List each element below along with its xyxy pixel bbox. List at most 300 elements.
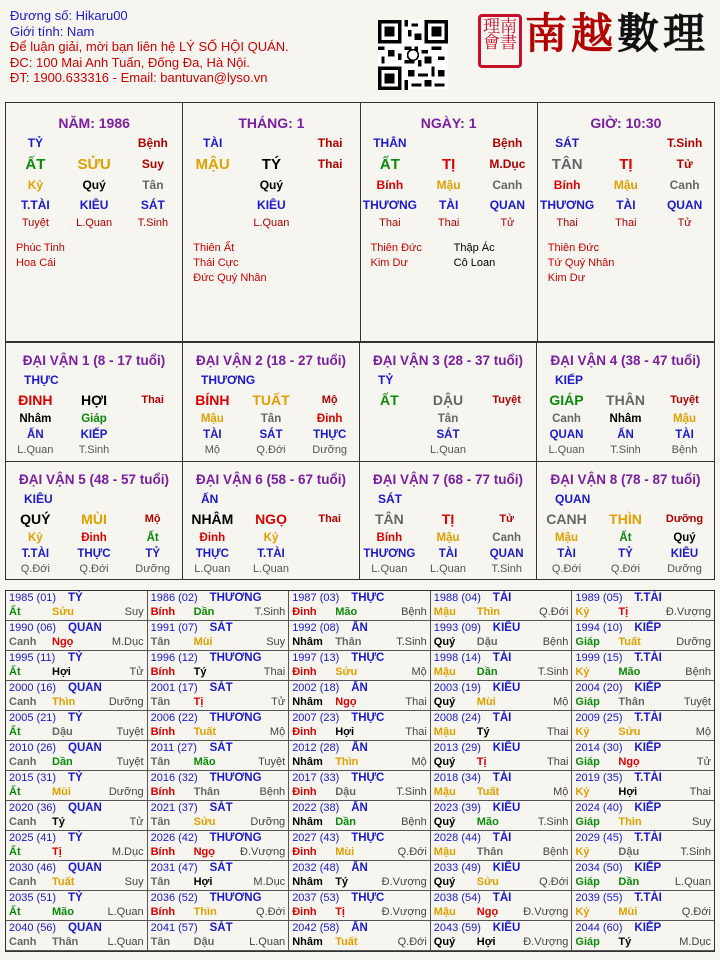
year-label: 1992 (08): [292, 622, 340, 634]
pillar-hidden-row: [183, 175, 359, 195]
year-branch: Dậu: [476, 636, 498, 648]
dai-van-hidden-stem: Ất: [619, 531, 632, 544]
year-branch: Dậu: [193, 936, 215, 948]
year-god: KIẾP: [634, 922, 662, 934]
year-label: 1991 (07): [150, 622, 198, 634]
dai-van-title: ĐẠI VẬN 4 (38 - 47 tuổi): [550, 353, 701, 368]
dai-van-stem: NHÂM: [191, 510, 234, 527]
year-stem: Quý: [433, 636, 456, 648]
year-cell: [6, 921, 148, 951]
dai-van-stem-row: [183, 508, 359, 530]
brand-left: 南越: [525, 9, 618, 58]
year-cell: [431, 741, 573, 771]
year-stage: Dưỡng: [676, 636, 711, 648]
year-stem: Kỷ: [575, 846, 590, 858]
yearly-table: [5, 590, 715, 952]
year-stage: Bệnh: [401, 816, 427, 828]
dai-van-hidden-stage: L.Quan: [194, 562, 231, 575]
dai-van-stages: [360, 443, 536, 457]
year-label: 2004 (20): [575, 682, 623, 694]
hidden-god: SÁT: [140, 198, 165, 212]
year-cell: [148, 771, 290, 801]
dai-van-gods: [183, 427, 359, 443]
year-stem: Giáp: [575, 876, 600, 888]
year-branch: Thìn: [618, 816, 642, 828]
year-branch: Ngọ: [476, 906, 499, 918]
year-label: 2011 (27): [150, 742, 197, 754]
year-label: 2012 (28): [292, 742, 340, 754]
year-cell: [6, 861, 148, 891]
contact-note: Để luận giải, mời bạn liên hệ LÝ SỐ HỘI QUÁN.: [10, 39, 289, 54]
year-branch: Mão: [335, 606, 358, 618]
year-branch: Thân: [193, 786, 220, 798]
year-god: SÁT: [209, 682, 233, 694]
year-stem: Nhâm: [292, 756, 323, 768]
year-branch: Hợi: [335, 726, 355, 738]
year-stage: Tử: [129, 816, 144, 828]
year-stem: Ất: [9, 726, 21, 738]
dai-van-hidden: [360, 411, 536, 427]
year-label: 2000 (16): [9, 682, 57, 694]
dai-van-hidden-stage: T.Sinh: [491, 562, 522, 575]
pillar-title: GIỜ: 10:30: [590, 115, 662, 131]
year-god: KIÊU: [492, 862, 521, 874]
year-stage: Q.Đới: [539, 876, 569, 888]
year-cell: [431, 891, 573, 921]
year-stem: Giáp: [575, 936, 600, 948]
hidden-stem: Bính: [553, 178, 581, 192]
owner-name: Đương số: Hikaru00: [10, 8, 128, 23]
year-cell: [148, 921, 290, 951]
year-branch: Tý: [335, 876, 349, 888]
year-stage: M.Dục: [253, 876, 286, 888]
year-stage: Q.Đới: [681, 906, 711, 918]
year-cell: [572, 891, 714, 921]
year-stem: Canh: [9, 816, 37, 828]
year-branch: Thìn: [193, 906, 217, 918]
year-stage: Thai: [405, 726, 427, 738]
year-stem: Quý: [433, 756, 456, 768]
year-cell: [6, 711, 148, 741]
year-label: 1997 (13): [292, 652, 340, 664]
pillar-extra: T.Sinh: [666, 136, 703, 150]
year-god: T.TÀI: [634, 652, 662, 664]
dai-van-god: KIẾP: [555, 373, 584, 387]
hidden-god: THƯƠNG: [540, 198, 595, 212]
hidden-stem: Canh: [492, 178, 523, 192]
dai-van-hidden-god: QUAN: [549, 429, 584, 441]
year-stem: Quý: [433, 816, 456, 828]
year-god: THỰC: [351, 832, 385, 844]
year-god: KIẾP: [634, 742, 662, 754]
dai-van-hidden-stem: Tân: [437, 413, 459, 425]
year-label: 2044 (60): [575, 922, 623, 934]
year-stem: Nhâm: [292, 936, 323, 948]
year-god: TÀI: [492, 652, 512, 664]
dai-van-god: SÁT: [378, 491, 402, 506]
year-branch: Tị: [193, 696, 204, 708]
dai-van-stem: GIÁP: [549, 392, 584, 408]
year-label: 1989 (05): [575, 592, 623, 604]
dai-van-hidden-stage: Q.Đới: [20, 562, 50, 575]
pillar-stem-row: [183, 153, 359, 175]
dai-van-stem: CANH: [546, 510, 587, 527]
four-pillars-table: [5, 102, 715, 342]
dai-van-hidden: [537, 530, 714, 546]
year-stage: T.Sinh: [537, 666, 569, 678]
year-god: TỶ: [68, 772, 83, 784]
dai-van-hidden-god: T.TÀI: [257, 547, 285, 560]
year-label: 1987 (03): [292, 592, 340, 604]
year-label: 2017 (33): [292, 772, 340, 784]
year-god: THƯƠNG: [209, 832, 262, 844]
dai-van-hidden-stem: Giáp: [81, 413, 107, 425]
year-stem: Giáp: [575, 816, 600, 828]
year-stage: Tuyệt: [258, 756, 286, 768]
dai-van-hidden-stem: Nhâm: [19, 413, 52, 425]
year-branch: Tị: [52, 846, 62, 858]
year-stage: Tuyệt: [683, 696, 711, 708]
year-branch: Ngọ: [335, 696, 357, 708]
pillar-hidden-stages: [6, 215, 182, 231]
dai-van-hidden-god: TÀI: [203, 429, 222, 441]
pillar-god: TÀI: [202, 136, 223, 150]
pillar-stars: [361, 241, 537, 271]
star-left: Tứ Quý Nhân: [547, 257, 615, 269]
year-cell: [289, 681, 431, 711]
dai-van-stage: Dưỡng: [665, 512, 704, 525]
star-left: Phúc Tinh: [16, 242, 65, 254]
dai-van-branch: NGỌ: [255, 510, 287, 527]
year-cell: [572, 771, 714, 801]
dai-van-stem-row: [360, 389, 536, 411]
year-stem: Nhâm: [292, 636, 323, 648]
year-label: 2020 (36): [9, 802, 57, 814]
year-label: 2033 (49): [433, 862, 481, 874]
dai-van-cell: [183, 461, 360, 580]
dai-van-stage: Tuyệt: [670, 394, 699, 406]
address: ĐC: 100 Mai Anh Tuấn, Đống Đa, Hà Nội.: [10, 54, 250, 70]
year-branch: Tị: [618, 606, 629, 618]
year-label: 2001 (17): [150, 682, 198, 694]
year-god: THỰC: [351, 652, 385, 664]
dai-van-hidden: [537, 411, 714, 427]
year-label: 2013 (29): [433, 742, 481, 754]
gender: Giới tính: Nam: [10, 23, 95, 39]
hidden-stem: Mậu: [613, 178, 638, 192]
year-label: 2018 (34): [433, 772, 481, 784]
year-label: 2036 (52): [150, 892, 198, 904]
year-stem: Canh: [9, 936, 37, 948]
year-cell: [148, 801, 290, 831]
dai-van-stem-row: [537, 508, 714, 530]
dai-van-stages: [6, 443, 182, 457]
hidden-stage: Thai: [556, 217, 578, 229]
pillar-hidden-stages: [538, 215, 714, 231]
year-branch: Mão: [618, 666, 641, 678]
dai-van-cell: [537, 461, 714, 580]
year-branch: Sửu: [52, 606, 75, 618]
year-stage: Đ.Vượng: [523, 906, 569, 918]
star-left: Thiên Đức: [370, 242, 422, 254]
year-stage: Đ.Vượng: [381, 906, 427, 918]
year-stage: Suy: [124, 606, 144, 618]
year-god: ẤN: [351, 802, 368, 814]
hidden-god: TÀI: [438, 198, 459, 212]
year-branch: Mão: [52, 906, 74, 918]
dai-van-hidden-god: TÀI: [438, 547, 458, 560]
dai-van-stem-row: [537, 389, 714, 411]
pillar-branch: TỊ: [441, 155, 456, 173]
year-cell: [572, 651, 714, 681]
year-stage: L.Quan: [249, 936, 286, 948]
year-label: 2005 (21): [9, 712, 57, 724]
year-stem: Bính: [150, 606, 176, 618]
year-branch: Tý: [476, 726, 490, 738]
pillar-hidden-stages: [183, 215, 359, 231]
hidden-stem: Bính: [376, 178, 404, 192]
phone-email: ĐT: 1900.633316 - Email: bantuvan@lyso.vn: [10, 70, 268, 85]
year-branch: Sửu: [618, 726, 641, 738]
year-god: SÁT: [209, 742, 233, 754]
year-god: THỰC: [351, 892, 385, 904]
pillar-stem-row: [6, 153, 182, 175]
year-branch: Dần: [52, 756, 73, 768]
year-stem: Mậu: [433, 606, 456, 618]
year-branch: Dậu: [335, 786, 356, 798]
year-cell: [431, 681, 573, 711]
year-cell: [289, 741, 431, 771]
year-stage: Tử: [271, 696, 286, 708]
year-cell: [431, 801, 573, 831]
year-branch: Dần: [476, 666, 498, 678]
year-branch: Mùi: [335, 846, 355, 858]
year-god: KIÊU: [492, 922, 521, 934]
year-cell: [572, 621, 714, 651]
pillar-column: [361, 103, 538, 341]
dai-van-god: QUAN: [555, 491, 591, 506]
pillar-stars: [183, 241, 359, 286]
year-god: ẤN: [351, 742, 368, 754]
year-god: QUAN: [68, 622, 102, 634]
year-label: 2040 (56): [9, 922, 57, 934]
year-god: T.TÀI: [634, 832, 662, 844]
dai-van-hidden-god: SÁT: [436, 429, 460, 441]
dai-van-hidden-stage: Q.Đới: [79, 562, 109, 575]
year-god: QUAN: [68, 742, 102, 754]
year-stem: Giáp: [575, 636, 600, 648]
year-cell: [289, 711, 431, 741]
year-stem: Tân: [150, 816, 171, 828]
year-cell: [431, 831, 573, 861]
dai-van-hidden-god: THƯƠNG: [363, 547, 416, 560]
dai-van-cell: [537, 342, 714, 461]
dai-van-hidden-god: T.TÀI: [21, 547, 50, 560]
year-branch: Tuất: [618, 636, 641, 648]
year-branch: Tuất: [335, 936, 358, 948]
dai-van-hidden-stem: Đinh: [199, 531, 226, 544]
year-cell: [289, 921, 431, 951]
year-stem: Ất: [9, 906, 21, 918]
year-label: 2002 (18): [292, 682, 340, 694]
star-left: Thiên Ất: [193, 242, 235, 254]
year-label: 2019 (35): [575, 772, 623, 784]
pillar-branch: TÝ: [261, 155, 281, 173]
year-god: SÁT: [209, 622, 233, 634]
dai-van-god: KIÊU: [24, 491, 53, 506]
star-left: Hoa Cái: [16, 257, 56, 269]
year-stage: Thai: [546, 726, 569, 738]
dai-van-stage: Tử: [499, 512, 515, 525]
year-stem: Tân: [150, 636, 171, 648]
dai-van-hidden-stem: Đinh: [81, 531, 107, 544]
pillar-column: [183, 103, 360, 341]
hidden-stage: Thai: [437, 217, 460, 229]
pillar-stem: ẤT: [379, 155, 400, 173]
dai-van-stem: BÍNH: [195, 392, 230, 408]
year-god: THỰC: [351, 772, 385, 784]
year-god: TỶ: [68, 712, 83, 724]
year-label: 2030 (46): [9, 862, 57, 874]
year-stage: Tuyệt: [116, 756, 144, 768]
year-branch: Hợi: [52, 666, 71, 678]
year-stage: Tuyệt: [116, 726, 144, 738]
dai-van-hidden-stem: Bính: [376, 531, 403, 544]
year-branch: Dần: [335, 816, 356, 828]
year-stem: Bính: [150, 726, 176, 738]
year-stage: Tử: [696, 756, 711, 768]
year-branch: Tị: [335, 906, 345, 918]
year-cell: [572, 681, 714, 711]
year-branch: Sửu: [476, 876, 499, 888]
year-cell: [289, 771, 431, 801]
dai-van-hidden-stem: Tân: [260, 413, 282, 425]
year-label: 2007 (23): [292, 712, 340, 724]
pillar-hidden-row: [538, 175, 714, 195]
year-label: 2014 (30): [575, 742, 623, 754]
year-label: 2029 (45): [575, 832, 623, 844]
pillar-extra: Bệnh: [137, 136, 168, 150]
dai-van-hidden-god: THỰC: [313, 429, 347, 441]
year-branch: Hợi: [193, 876, 213, 888]
year-cell: [572, 741, 714, 771]
hidden-god: QUAN: [489, 198, 526, 212]
year-stage: Thai: [689, 786, 711, 798]
star-left: Thiên Đức: [547, 242, 600, 254]
year-label: 1993 (09): [433, 622, 481, 634]
year-stage: Thai: [405, 696, 427, 708]
star-left: Kim Dư: [547, 272, 586, 284]
year-stem: Canh: [9, 756, 37, 768]
year-label: 1985 (01): [9, 592, 57, 604]
year-branch: Tý: [52, 816, 65, 828]
pillar-god-row: [183, 133, 359, 153]
year-label: 2043 (59): [433, 922, 481, 934]
year-branch: Tý: [618, 936, 632, 948]
year-branch: Thân: [618, 696, 645, 708]
dai-van-hidden-stage: Bệnh: [671, 444, 698, 456]
year-cell: [431, 651, 573, 681]
hidden-stem: Tân: [142, 178, 164, 192]
year-branch: Tuất: [52, 876, 75, 888]
year-branch: Mùi: [52, 786, 71, 798]
year-cell: [572, 831, 714, 861]
year-stage: Dưỡng: [108, 786, 144, 798]
year-label: 2021 (37): [150, 802, 198, 814]
year-cell: [431, 711, 573, 741]
year-stem: Canh: [9, 876, 37, 888]
year-branch: Mùi: [476, 696, 496, 708]
pillar-branch: TỊ: [619, 155, 633, 173]
dai-van-gods: [6, 546, 182, 562]
hidden-stem: Kỷ: [27, 178, 44, 192]
year-stage: T.Sinh: [537, 816, 569, 828]
year-stage: Bệnh: [542, 846, 569, 858]
year-branch: Mão: [476, 816, 499, 828]
pillar-hidden-gods: [6, 195, 182, 215]
year-stem: Đinh: [292, 726, 317, 738]
year-god: SÁT: [209, 922, 233, 934]
hidden-stage: L.Quan: [76, 217, 113, 229]
dai-van-hidden-stage: L.Quan: [371, 562, 408, 575]
pillar-god: THÂN: [373, 136, 407, 150]
year-cell: [6, 831, 148, 861]
year-cell: [572, 861, 714, 891]
pillar-hidden-gods: [538, 195, 714, 215]
year-branch: Mùi: [618, 906, 638, 918]
year-god: T.TÀI: [634, 592, 662, 604]
year-god: SÁT: [209, 802, 233, 814]
dai-van-cell: [183, 342, 360, 461]
year-cell: [431, 861, 573, 891]
year-cell: [148, 891, 290, 921]
year-label: 2026 (42): [150, 832, 198, 844]
year-god: TỶ: [68, 592, 83, 604]
pillar-extra: Thai: [317, 136, 343, 150]
dai-van-hidden-stem: Canh: [552, 413, 581, 425]
year-stem: Giáp: [575, 696, 600, 708]
dai-van-hidden-stage: Dưỡng: [135, 562, 171, 575]
dai-van-hidden-god: ẤN: [617, 429, 634, 441]
dai-van-gods: [360, 427, 536, 443]
pillar-extra: Bệnh: [492, 136, 523, 150]
year-stage: Mộ: [553, 696, 569, 708]
dai-van-hidden: [6, 530, 182, 546]
year-label: 2028 (44): [433, 832, 481, 844]
year-god: TỶ: [68, 652, 83, 664]
year-branch: Mùi: [193, 636, 213, 648]
year-cell: [148, 621, 290, 651]
year-stage: T.Sinh: [254, 606, 286, 618]
year-god: KIÊU: [492, 802, 521, 814]
star-left: Đức Quý Nhân: [193, 272, 267, 284]
year-label: 2016 (32): [150, 772, 198, 784]
dai-van-hidden-stage: L.Quan: [429, 444, 467, 456]
hidden-stage: Tử: [500, 217, 515, 229]
year-stem: Quý: [433, 696, 456, 708]
year-branch: Ngọ: [52, 636, 74, 648]
hidden-stem: Mậu: [436, 178, 461, 192]
year-stage: Đ.Vượng: [665, 606, 711, 618]
dai-van-stages: [183, 562, 359, 576]
hidden-stem: Quý: [82, 178, 106, 192]
year-stage: Q.Đới: [255, 906, 286, 918]
year-stem: Đinh: [292, 666, 317, 678]
year-cell: [572, 801, 714, 831]
year-cell: [431, 771, 573, 801]
dai-van-stage: Thai: [141, 394, 164, 406]
pillar-stage: M.Dục: [489, 157, 526, 171]
